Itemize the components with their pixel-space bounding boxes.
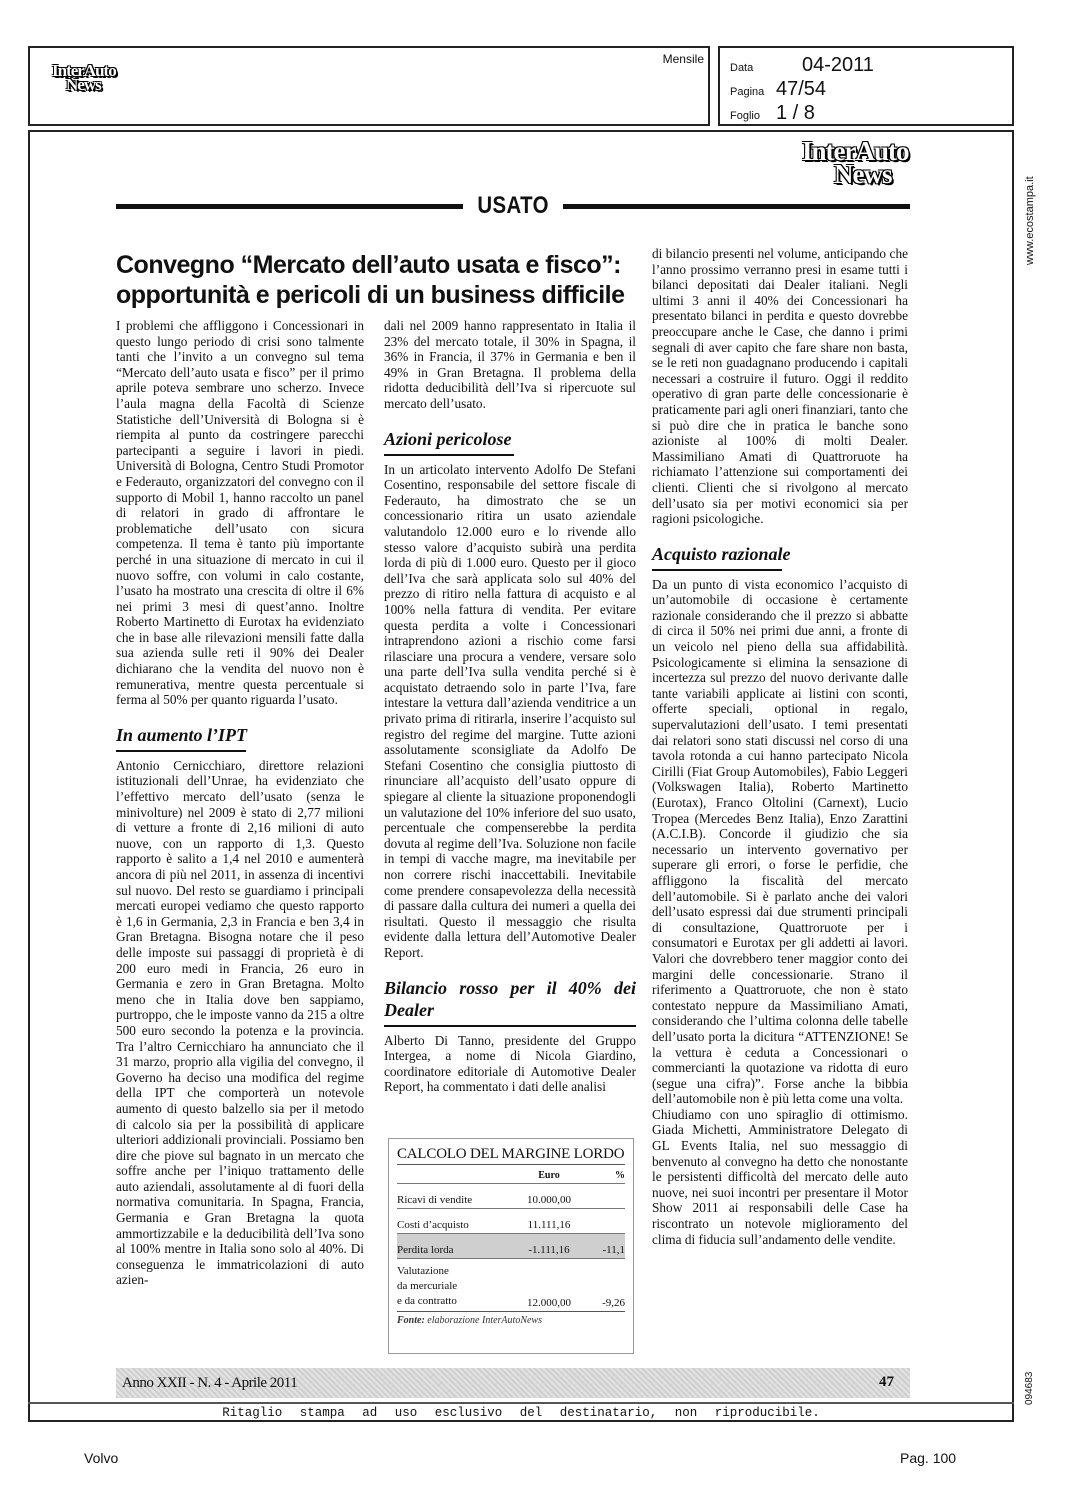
data-value: 04-2011	[802, 54, 874, 76]
client-name: Volvo	[84, 1450, 119, 1466]
page-number: Pag. 100	[900, 1450, 957, 1466]
table-row	[397, 1209, 625, 1234]
source-label: Fonte:	[397, 1315, 425, 1326]
header-meta-box	[718, 46, 1014, 126]
table-row	[397, 1184, 625, 1209]
paragraph-acquisto: Da un punto di vista economico l’acquisto di un’automobile di occasione è certamente razionale considerando che il prezzo si abbatte di circa il 50% nei primi due anni, a fronte di un veicolo nel pieno della sua affidabilità. Psicologicamente si elimina la sensazione di incertezza sul prezzo del nuovo derivante dalle tante variabili applicate ai listini con sconti, offerte speciali, optional in regalo, supervalutazioni dell’usato. I temi presentati dai relatori sono stati discussi nel corso di una tavola rotonda a cui hanno partecipato Nicola Cirilli (Fiat Group Automobiles), Fabio Leggeri (Volkswagen Italia), Roberto Martinetto (Eurotax), Franco Oltolini (Carnext), Lucio Tropea (Mercedes Benz Italia), Enzo Zarattini (A.C.I.B). Concorde il giudizio che sia necessario un intervento governativo per superare gli errori, o forse le perfidie, che affliggono la fiscalità del mercato dell’automobile. Si è parlato anche dei valori dell’usato espressi dai due strumenti principali di consultazione, Quattroruote per i consumatori e Eurotax per gli addetti ai lavori. Valori che dovrebbero tener maggior conto dei margini delle concessionarie. Strano il riferimento a Quattroruote, che non è stato contestato neppure da Massimiliano Amati, considerando che l’ultima colonna delle tabelle dell’usato porta la dicitura “ATTENZIONE! Se la vettura è ceduta a Concessionari o commercianti la quotazione va ridotta di euro (segue una cifra)”. Forse anche la bibbia dell’automobile non è più letta come una volta.	[652, 576, 908, 1107]
row-euro: 12.000,00	[527, 1297, 571, 1309]
frequency-label: Mensile	[662, 52, 704, 66]
logo-line1: InterAuto	[52, 61, 116, 80]
interautonews-logo-large	[802, 136, 909, 189]
issue-info: Anno XXII - N. 4 - Aprile 2011	[122, 1375, 298, 1391]
margin-table	[388, 1138, 634, 1354]
row-label: Perdita lorda	[397, 1244, 454, 1256]
paragraph-bilancio-cont: di bilancio presenti nel volume, anticipando che l’anno prossimo verranno presi in esame tutti i bilanci depositati dai Dealer italiani. Negli ultimi 3 anni il 40% dei Concessionari ha presentato bilanci in perdita e questo dovrebbe preoccupare anche le Case, che danno i primi segnali di aver capito che fare share non basta, se le reti non guadagnano producendo i capitali necessari a costruire il futuro. Oggi il reddito operativo di gran parte delle concessionarie è praticamente pari agli oneri finanziari, tanto che si può dire che in pratica le banche sono azioniste al 100% di molti Dealer. Massimiliano Amati di Quattroruote ha richiamato l’attenzione sui comportamenti dei clienti. Clienti che si rivolgono al mercato dell’usato sia per motivi economici sia per ragioni psicologiche.	[652, 246, 908, 527]
row-pct: -11,1	[602, 1244, 625, 1256]
meta-data-row	[730, 54, 874, 77]
header-euro: Euro	[538, 1170, 560, 1181]
row-label-line: da mercuriale	[397, 1280, 458, 1292]
foglio-label: Foglio	[730, 110, 760, 122]
clip-code	[1024, 1345, 1038, 1405]
header-pct: %	[615, 1170, 625, 1181]
title-line1: Convegno “Mercato dell’auto usata e fisco”:	[116, 251, 621, 279]
article-column-1	[116, 318, 364, 1288]
meta-pagina-row	[730, 78, 826, 101]
source-text: elaborazione InterAutoNews	[427, 1315, 542, 1326]
article-column-2	[384, 318, 636, 1095]
watermark-url: www.ecostampa.it	[1024, 176, 1036, 265]
paragraph-closing: Chiudiamo con uno spiraglio di ottimismo. Giada Michetti, Amministratore Delegato di GL Events Italia, nel suo messaggio di benvenuto al convegno ha detto che nonostante le persistenti difficoltà del mercato delle auto nuove, nei suoi incontri per presentare il Motor Show 2011 ai responsabili delle Case ha riscontrato un notevole miglioramento del clima di fiducia sull’andamento delle vendite.	[652, 1106, 908, 1247]
logo-line2: News	[66, 75, 101, 95]
header-masthead-box	[28, 46, 710, 126]
interautonews-logo	[52, 61, 116, 95]
section-rule-left	[116, 204, 463, 209]
paragraph-continued: dali nel 2009 hanno rappresentato in Italia il 23% del mercato totale, il 30% in Spagna, il 36% in Francia, il 37% in Germania e ben il 49% in Gran Bretagna. Il problema della ridotta deducibilità dell’Iva si ripercuote sul mercato dell’usato.	[384, 318, 636, 411]
row-label-line: e da contratto	[397, 1295, 457, 1307]
paragraph-azioni: In un articolato intervento Adolfo De Stefani Cosentino, responsabile del settore fiscale di Federauto, ha dimostrato che se un concessionario ritira un usato aziendale valutandolo 12.000 euro e lo rivende allo stesso valore d’acquisto subirà una perdita lorda di più di 1.000 euro. Questo per il gioco dell’Iva che sarà applicata solo sul 40% del prezzo di ritiro nella fattura di acquisto e al 100% nella fattura di vendita. Per evitare questa perdita a volte i Concessionari intraprendono azioni a rischio come farsi rilasciare una procura a vendere, versare solo una parte dell’Iva sulla vendita perché si è acquistato detraendo solo in parte l’Iva, fare intestare la vettura dall’azienda venditrice a un privato prima di ritirarla, inserire l’acquisto sul registro del regime del margine. Tutte azioni assolutamente sconsigliate da Adolfo De Stefani Cosentino che consiglia piuttosto di rinunciare all’acquisto dell’usato oppure di spiegare al cliente la situazione proponendogli un valutazione del 10% inferiore del suo usato, percentuale che compenserebbe la perdita dovuta al regime dell’Iva. Soluzione non facile in tempi di vacche magre, ma inevitabile per non correre rischi inaccettabili. Inevitabile come prendere consapevolezza della necessità di passare dalla cultura dei numeri a quella dei risultati. Questo il messaggio che risulta evidente dalla lettura dell’Automotive Dealer Report.	[384, 461, 636, 960]
table-row	[397, 1259, 625, 1312]
divider	[28, 1402, 1014, 1404]
subhead-azioni: Azioni pericolose	[384, 428, 636, 454]
title-line2: opportunità e pericoli di un business difficile	[116, 281, 625, 309]
article-column-3	[652, 246, 908, 1247]
clip-notice: Ritaglio stampa ad uso esclusivo del destinatario, non riproducibile.	[222, 1406, 820, 1420]
table-source	[397, 1315, 625, 1326]
logo-line1: InterAuto	[802, 136, 909, 166]
subhead-acquisto: Acquisto razionale	[652, 543, 908, 569]
row-label	[397, 1264, 509, 1309]
row-euro: 10.000,00	[527, 1194, 571, 1206]
subhead-bilancio: Bilancio rosso per il 40% dei Dealer	[384, 977, 636, 1025]
table-title: CALCOLO DEL MARGINE LORDO	[397, 1145, 625, 1165]
row-euro: -1.111,16	[528, 1244, 570, 1256]
meta-foglio-row	[730, 102, 815, 125]
row-label: Costi d’acquisto	[397, 1219, 469, 1231]
table-row-highlight	[397, 1234, 625, 1259]
table-header-row	[397, 1165, 625, 1184]
section-rule-right	[563, 204, 910, 209]
foglio-value: 1 / 8	[776, 102, 815, 124]
row-label-line: Valutazione	[397, 1265, 449, 1277]
section-header	[116, 192, 910, 220]
row-euro: 11.111,16	[527, 1219, 571, 1231]
paragraph-bilancio: Alberto Di Tanno, presidente del Gruppo Intergea, a nome di Nicola Giardino, coordinatore editoriale di Automotive Dealer Report, ha commentato i dati delle analisi	[384, 1032, 636, 1095]
issue-footer-band	[116, 1368, 910, 1398]
row-pct: -9,26	[602, 1297, 625, 1309]
row-label: Ricavi di vendite	[397, 1194, 473, 1206]
logo-line2: News	[834, 158, 892, 189]
magazine-page-number: 47	[879, 1374, 894, 1390]
subhead-ipt: In aumento l’IPT	[116, 724, 364, 750]
pagina-value: 47/54	[776, 78, 827, 100]
article-title	[116, 250, 636, 310]
pagina-label: Pagina	[730, 86, 765, 98]
paragraph-intro: I problemi che affliggono i Concessionari in questo lungo periodo di crisi sono talmente tanti che l’invito a un convegno sul tema “Mercato dell’auto usata e fisco” per il primo aprile poteva sembrare uno scherzo. Invece l’aula magna della Facoltà di Scienze Statistiche dell’Università di Bologna si è riempita al punto da costringere parecchi partecipanti a seguire i lavori in piedi. Università di Bologna, Centro Studi Promotor e Federauto, organizzatori del convegno con il supporto di Mobil 1, hanno raccolto un panel di relatori in grado di affrontare le problematiche dell’usato con sicura competenza. Il tema è tanto più importante perché in una situazione di mercato in cui il nuovo soffre, con volumi in calo costante, l’usato ha mostrato una crescita di oltre il 6% nei primi 3 mesi di quest’anno. Inoltre Roberto Martinetto di Eurotax ha evidenziato che in base alle rilevazioni mensili fatte dalla sua azienda sulle reti il 90% dei Dealer dichiarano che la vendita del nuovo non è remunerativa, mentre questa percentuale si ferma al 50% per quanto riguarda l’usato.	[116, 318, 364, 708]
data-label: Data	[730, 62, 754, 74]
paragraph-ipt: Antonio Cernicchiaro, direttore relazioni istituzionali dell’Unrae, ha evidenziato che l’effettivo mercato dell’usato (senza le minivolture) nel 2009 è stato di 2,77 milioni di vetture a fronte di 2,16 milioni di auto nuove, con un rapporto di 1,3. Questo rapporto è salito a 1,4 nel 2010 e aumenterà ancora di più nel 2011, in assenza di incentivi sul nuovo. Del resto se guardiamo i principali mercati europei vediamo che questo rapporto è 1,6 in Germania, 2,3 in Francia e ben 3,4 in Gran Bretagna. Bisogna notare che il peso delle imposte sui passaggi di proprietà è di 200 euro medi in Francia, 26 euro in Germania e zero in Gran Bretagna. Molto meno che in Italia dove ben sappiamo, purtroppo, che le imposte vanno da 215 a oltre 500 euro secondo la potenza e la provincia. Tra l’altro Cernicchiaro ha annunciato che il 31 marzo, proprio alla vigilia del convegno, il Governo ha deciso una modifica del regime della IPT che comporterà un notevole aumento di questo balzello sia per il metodo di calcolo sia per la possibilità di applicare ulteriori addizionali provinciali. Possiamo ben dire che piove sul bagnato in un mercato che soffre anche per l’iniquo trattamento delle auto aziendali, assolutamente al di fuori della normativa comunitaria. In Spagna, Francia, Germania e Gran Bretagna la quota ammortizzabile e la deducibilità dell’Iva sono al 100% mentre in Italia sono solo al 40%. Di conseguenza le immatricolazioni di auto azien-	[116, 757, 364, 1288]
clip-code-text: 094683	[1024, 1371, 1035, 1405]
ecostampa-watermark	[1024, 135, 1038, 265]
section-label: USATO	[477, 192, 549, 219]
